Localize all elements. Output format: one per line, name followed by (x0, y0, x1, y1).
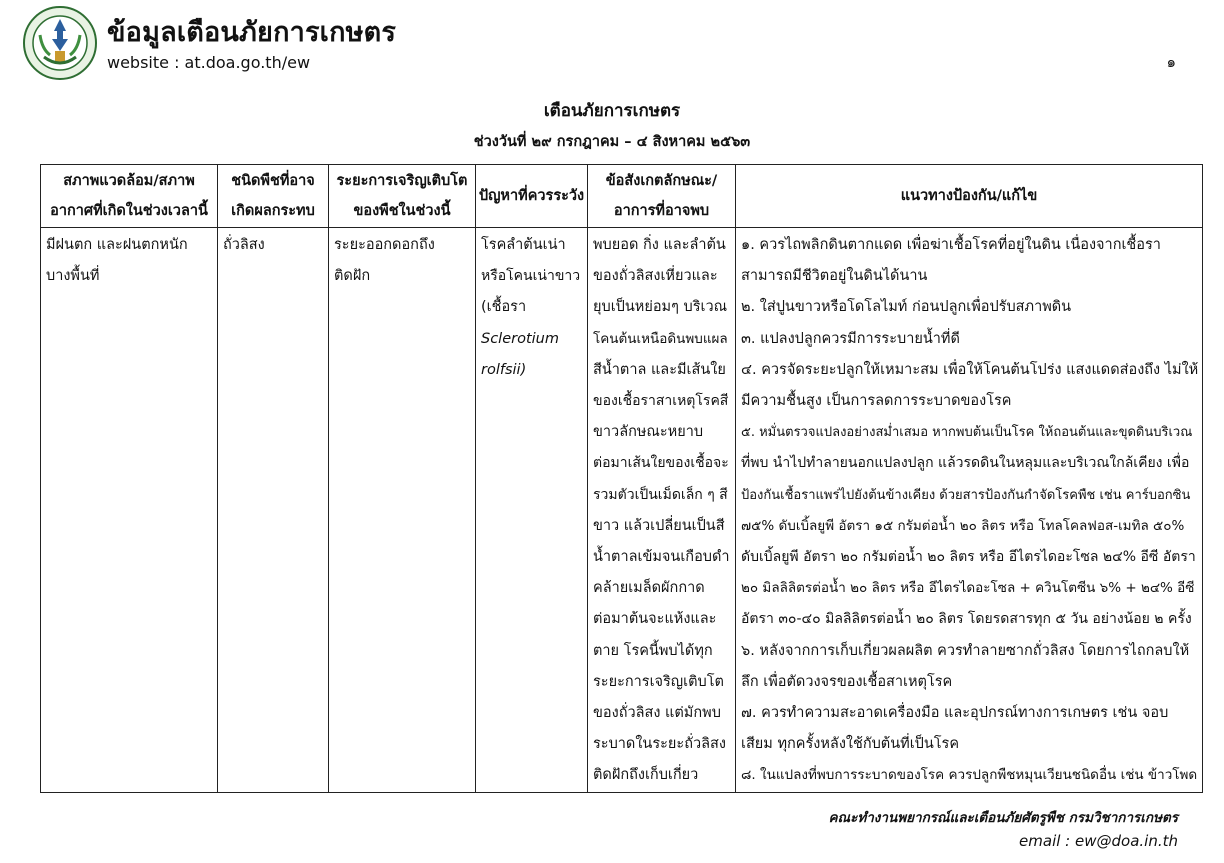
prevention-line: ๓. แปลงปลูกควรมีการระบายน้ำที่ดี (741, 330, 960, 347)
symptom-line: ของเชื้อราสาเหตุโรคสี (593, 393, 729, 410)
header-symptoms: ข้อสังเกตลักษณะ/อาการที่อาจพบ (588, 165, 736, 228)
symptom-line: น้ำตาลเข้มจนเกือบดำ (593, 549, 730, 566)
date-range: ช่วงวันที่ ๒๙ กรกฎาคม – ๔ สิงหาคม ๒๕๖๓ (473, 134, 751, 150)
symptom-line: ต่อมาเส้นใยของเชื้อจะ (593, 455, 729, 472)
prevention-line: ๒๐ มิลลิลิตรต่อน้ำ ๒๐ ลิตร หรือ อีไตรไดอะโซล + ควินโตซีน ๖% + ๒๔% อีซี (741, 580, 1195, 597)
prevention-line: ๔. ควรจัดระยะปลูกให้เหมาะสม เพื่อให้โคนต้นโปร่ง แสงแดดส่องถึง ไม่ให้ (741, 361, 1199, 378)
symptom-line: โคนต้นเหนือดินพบแผล (593, 330, 728, 347)
cell-stage (329, 228, 476, 793)
symptom-line: ระบาดในระยะถั่วลิสง (593, 736, 726, 753)
prevention-line: ที่พบ นำไปทำลายนอกแปลงปลูก แล้วรดดินในหลุมและบริเวณใกล้เคียง เพื่อ (741, 455, 1190, 472)
symptom-line: สีน้ำตาล และมีเส้นใย (593, 361, 726, 378)
table-row (41, 228, 1203, 793)
prevention-line: ๗๕% ดับเบิ้ลยูพี อัตรา ๑๕ กรัมต่อน้ำ ๒๐ ลิตร หรือ โทลโคลฟอส-เมทิล ๕๐% (741, 517, 1185, 534)
cell-crop (218, 228, 329, 793)
cell-prevention (736, 228, 1203, 793)
prevention-line: ๘. ในแปลงที่พบการระบาดของโรค ควรปลูกพืชหมุนเวียนชนิดอื่น เช่น ข้าวโพด (741, 767, 1198, 784)
header-prevention: แนวทางป้องกัน/แก้ไข (736, 165, 1203, 228)
prevention-line: เสียม ทุกครั้งหลังใช้กับต้นที่เป็นโรค (741, 736, 960, 753)
symptom-line: ยุบเป็นหย่อมๆ บริเวณ (593, 299, 728, 316)
environment-line: มีฝนตก และฝนตกหนัก (46, 237, 188, 253)
doa-logo (22, 5, 98, 81)
header-environment: สภาพแวดล้อม/สภาพอากาศที่เกิดในช่วงเวลานี้ (41, 165, 218, 228)
header-problem: ปัญหาที่ควรระวัง (476, 165, 588, 228)
prevention-line: ๒. ใส่ปูนขาวหรือโดโลไมท์ ก่อนปลูกเพื่อปรับสภาพดิน (741, 299, 1072, 316)
prevention-line: ดับเบิ้ลยูพี อัตรา ๒๐ กรัมต่อน้ำ ๒๐ ลิตร หรือ อีไตรไดอะโซล ๒๔% อีซี อัตรา (741, 549, 1196, 566)
symptom-line: ระยะการเจริญเติบโต (593, 673, 724, 690)
header-stage: ระยะการเจริญเติบโตของพืชในช่วงนี้ (329, 165, 476, 228)
prevention-line: ๖. หลังจากการเก็บเกี่ยวผลผลิต ควรทำลายซากถั่วลิสง โดยการไถกลบให้ (741, 642, 1190, 659)
prevention-line: ๗. ควรทำความสะอาดเครื่องมือ และอุปกรณ์ทางการเกษตร เช่น จอบ (741, 705, 1169, 722)
site-title: ข้อมูลเตือนภัยการเกษตร (107, 17, 397, 48)
pathogen-name: Sclerotium (481, 330, 559, 347)
header-crop: ชนิดพืชที่อาจเกิดผลกระทบ (218, 165, 329, 228)
prevention-line: อัตรา ๓๐-๔๐ มิลลิลิตรต่อน้ำ ๒๐ ลิตร โดยรดสารทุก ๕ วัน อย่างน้อย ๒ ครั้ง (741, 611, 1192, 628)
footer-email[interactable]: email : ew@doa.in.th (1019, 832, 1178, 850)
table-header-row (41, 165, 1203, 228)
document-title: เตือนภัยการเกษตร (543, 101, 681, 121)
prevention-line: ๑. ควรไถพลิกดินตากแดด เพื่อฆ่าเชื้อโรคที่อยู่ในดิน เนื่องจากเชื้อรา (741, 237, 1161, 253)
prevention-line: มีความชื้นสูง เป็นการลดการระบาดของโรค (741, 393, 1012, 410)
symptom-line: ของถั่วลิสงเหี่ยวและ (593, 268, 718, 285)
prevention-line: สามารถมีชีวิตอยู่ในดินได้นาน (741, 268, 928, 285)
symptom-line: พบยอด กิ่ง และลำต้น (593, 237, 726, 253)
problem-line: โรคลำต้นเน่า (481, 237, 566, 253)
pathogen-name: rolfsii) (481, 361, 527, 378)
stage-line: ระยะออกดอกถึง (334, 237, 435, 253)
environment-line: บางพื้นที่ (46, 268, 100, 285)
footer-organization: คณะทำงานพยากรณ์และเตือนภัยศัตรูพืช กรมวิชาการเกษตร (828, 810, 1178, 826)
prevention-line: ๕. หมั่นตรวจแปลงอย่างสม่ำเสมอ หากพบต้นเป็นโรค ให้ถอนต้นและขุดดินบริเวณ (741, 425, 1193, 441)
symptom-line: ติดฝักถึงเก็บเกี่ยว (593, 767, 699, 784)
symptom-line: รวมตัวเป็นเม็ดเล็ก ๆ สี (593, 486, 728, 503)
symptom-line: ของถั่วลิสง แต่มักพบ (593, 705, 721, 722)
cell-environment (41, 228, 218, 793)
page-number: ๑ (1166, 53, 1176, 71)
symptom-line: ขาวลักษณะหยาบ (593, 424, 704, 441)
prevention-line: ลึก เพื่อตัดวงจรของเชื้อสาเหตุโรค (741, 673, 953, 690)
stage-line: ติดฝัก (334, 268, 371, 285)
crop-line: ถั่วลิสง (223, 237, 265, 253)
warning-table (40, 164, 1203, 793)
website-link[interactable]: website : at.doa.go.th/ew (107, 53, 311, 72)
prevention-line: ป้องกันเชื้อราแพร่ไปยังต้นข้างเคียง ด้วยสารป้องกันกำจัดโรคพืช เช่น คาร์บอกซิน (741, 487, 1191, 503)
symptom-line: ต่อมาต้นจะแห้งและ (593, 611, 717, 628)
problem-line: หรือโคนเน่าขาว (481, 268, 581, 285)
symptom-line: คล้ายเมล็ดผักกาด (593, 580, 705, 597)
symptom-line: ตาย โรคนี้พบได้ทุก (593, 642, 713, 659)
cell-problem (476, 228, 588, 793)
cell-symptoms (588, 228, 736, 793)
symptom-line: ขาว แล้วเปลี่ยนเป็นสี (593, 517, 725, 534)
problem-line: (เชื้อรา (481, 299, 527, 316)
